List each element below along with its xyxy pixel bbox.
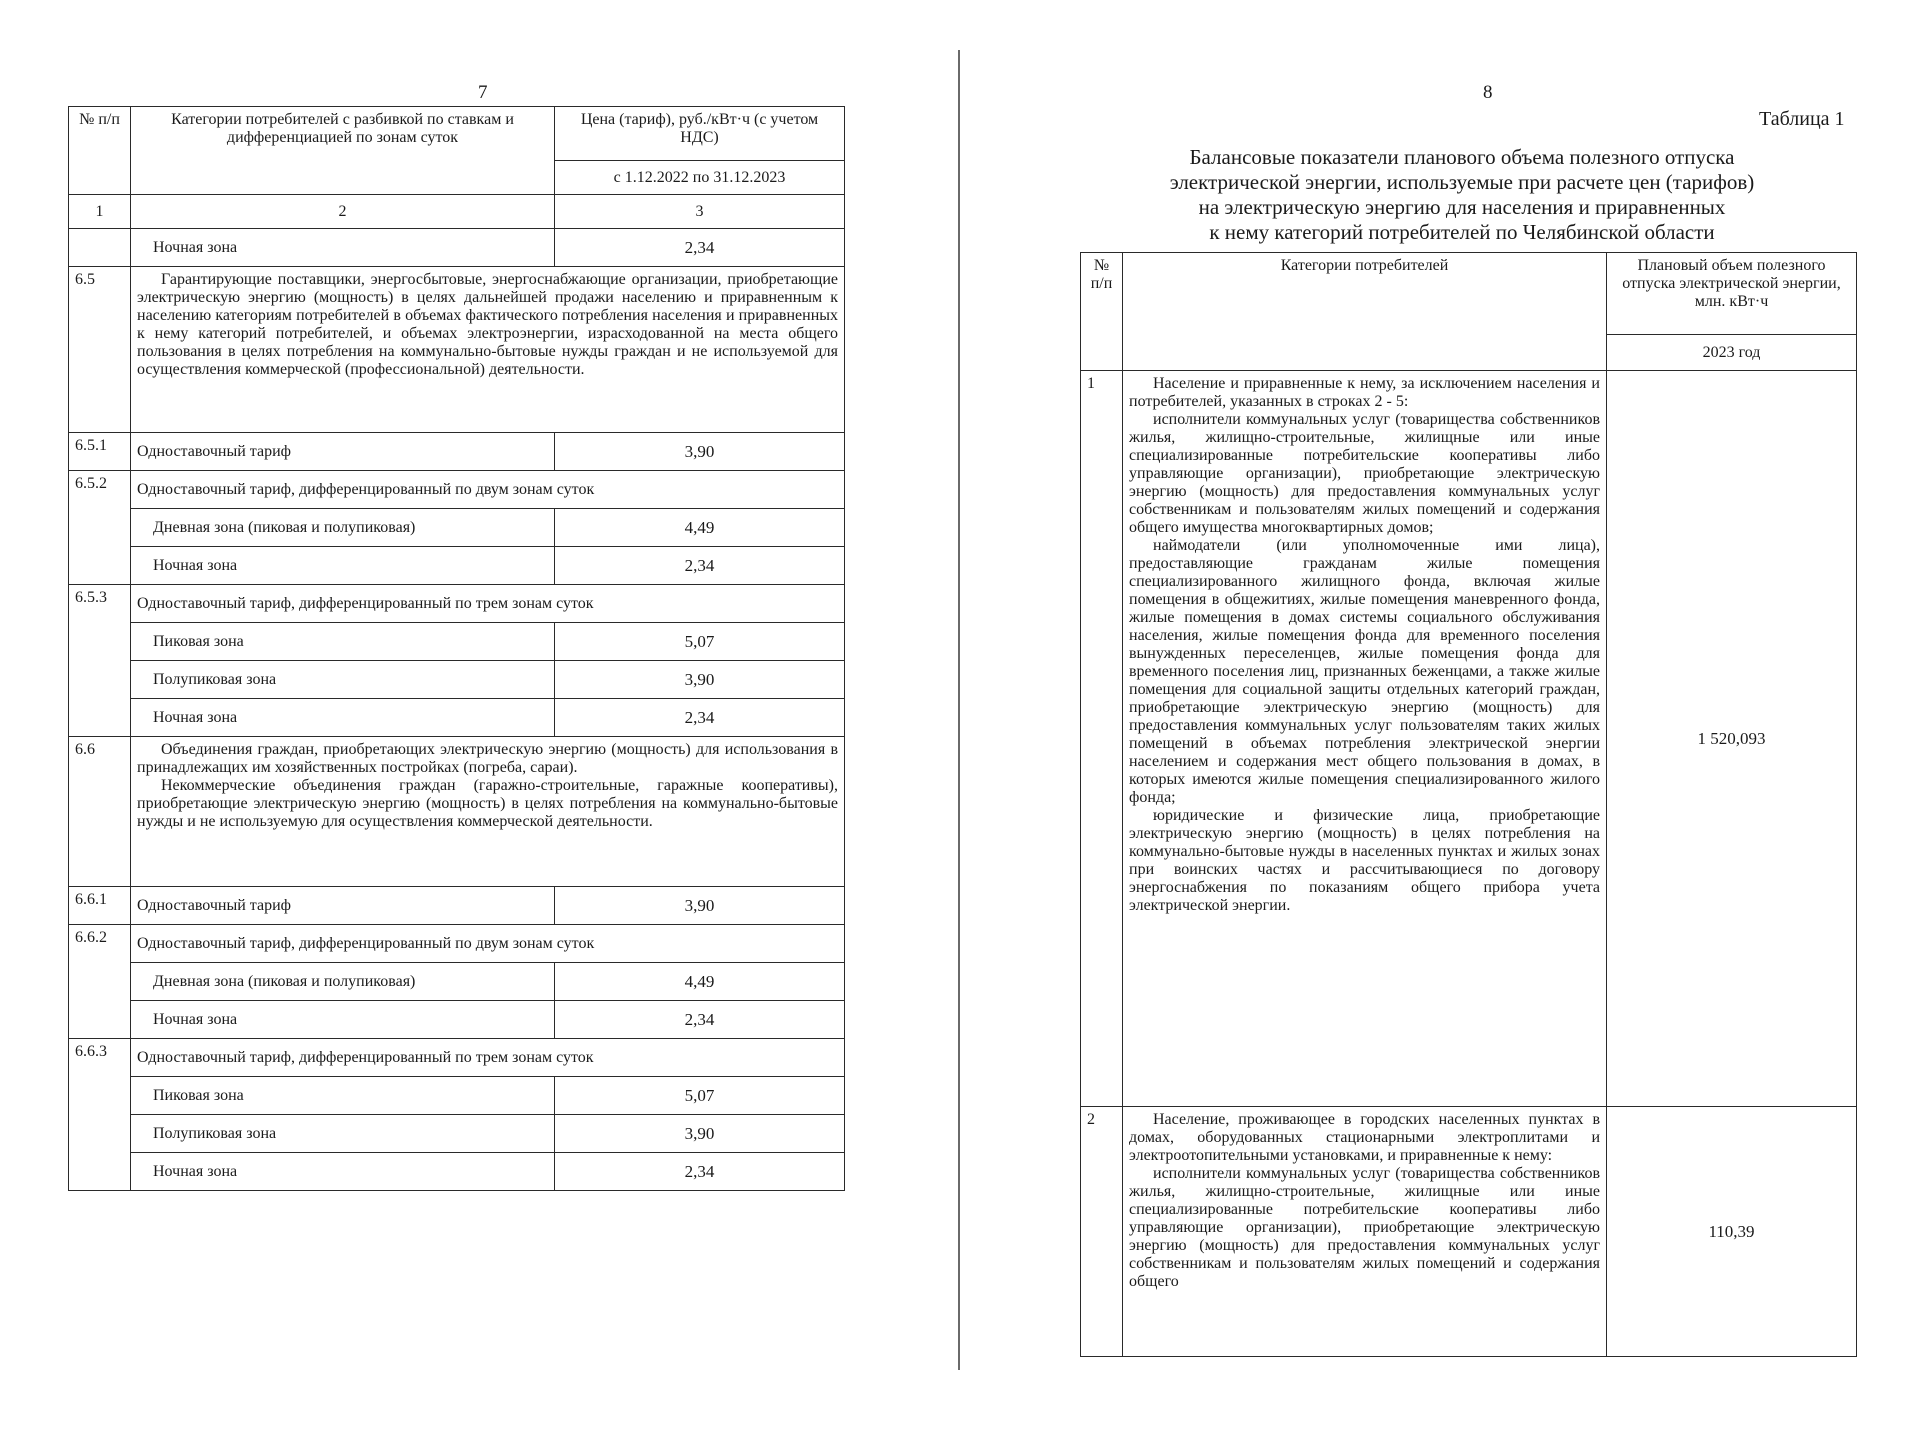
row-label: Одноставочный тариф, дифференцированный по трем зонам суток bbox=[131, 1039, 845, 1077]
zone-value: 4,49 bbox=[555, 509, 845, 547]
description-paragraph: исполнители коммунальных услуг (товарищества собственников жилья, жилищно-строительные, жилищные или иные специализированные потребительские кооперативы либо управляющие организации), приобретающие электрическую энергию (мощность) для предоставления коммунальных услуг собственникам и пользователям жилых помещений и содержания общего имущества многоквартирных домов; bbox=[1129, 411, 1600, 536]
header-price: Цена (тариф), руб./кВт·ч (с учетом НДС) bbox=[555, 107, 845, 161]
zone-label: Пиковая зона bbox=[131, 1077, 555, 1115]
zone-label: Ночная зона bbox=[131, 1153, 555, 1191]
row-num: 2 bbox=[1081, 1107, 1123, 1357]
table-row bbox=[69, 623, 845, 661]
index-2: 2 bbox=[131, 195, 555, 229]
right-page bbox=[962, 0, 1920, 1430]
table-row bbox=[69, 547, 845, 585]
row-num: 6.6.2 bbox=[69, 925, 131, 1039]
table-row bbox=[69, 267, 845, 433]
title-line: к нему категорий потребителей по Челябинской области bbox=[1209, 220, 1715, 244]
row-num bbox=[69, 229, 131, 267]
table-row bbox=[69, 963, 845, 1001]
page-number: 8 bbox=[1483, 82, 1493, 103]
description-paragraph: исполнители коммунальных услуг (товарищества собственников жилья, жилищно-строительные, жилищные или иные специализированные потребительские кооперативы либо управляющие организации), приобретающие электрическую энергию (мощность) для предоставления коммунальных услуг собственникам и пользователям жилых помещений и содержания общего bbox=[1129, 1165, 1600, 1290]
header-volume: Плановый объем полезного отпуска электрической энергии, млн. кВт·ч bbox=[1607, 253, 1857, 335]
row-description bbox=[1123, 371, 1607, 1107]
description-paragraph: Население, проживающее в городских населенных пунктах в домах, оборудованных стационарными электроплитами и электроотопительными установками, и приравненные к нему: bbox=[1129, 1111, 1600, 1164]
table-row bbox=[69, 1115, 845, 1153]
zone-label: Полупиковая зона bbox=[131, 661, 555, 699]
table-row bbox=[69, 737, 845, 887]
description-paragraph: наймодатели (или уполномоченные ими лица), предоставляющие гражданам жилые помещения специализированного жилищного фонда, включая жилые помещения в общежитиях, жилые помещения маневренного фонда, жилые помещения в домах системы социального обслуживания населения, жилые помещения фонда для временного поселения вынужденных переселенцев, жилые помещения фонда для временного поселения лиц, признанных беженцами, а также жилые помещения для социальной защиты отдельных категорий граждан, приобретающие электрическую энергию (мощность) для предоставления коммунальных услуг пользователям таких жилых помещений в объемах потребления электрической энергии населением и содержания мест общего пользования в домах, в которых имеются жилые помещения специализированного жилого фонда; bbox=[1129, 537, 1600, 806]
row-label: Одноставочный тариф bbox=[131, 433, 555, 471]
row-label: Одноставочный тариф, дифференцированный по двум зонам суток bbox=[131, 925, 845, 963]
title-line: электрической энергии, используемые при расчете цен (тарифов) bbox=[1169, 170, 1755, 194]
header-year: 2023 год bbox=[1607, 335, 1857, 371]
left-page bbox=[0, 0, 958, 1430]
description-paragraph: Некоммерческие объединения граждан (гаражно-строительные, гаражные кооперативы), приобретающие электрическую энергию (мощность) в целях потребления на коммунально-бытовые нужды и не используемую для осуществления коммерческой деятельности. bbox=[137, 777, 838, 830]
header-category: Категории потребителей с разбивкой по ставкам и дифференциацией по зонам суток bbox=[131, 107, 555, 195]
header-num: № п/п bbox=[69, 107, 131, 195]
zone-value: 4,49 bbox=[555, 963, 845, 1001]
table-row bbox=[69, 887, 845, 925]
table-title bbox=[1062, 145, 1862, 245]
row-num: 6.6.1 bbox=[69, 887, 131, 925]
row-description bbox=[1123, 1107, 1607, 1357]
table-row bbox=[69, 661, 845, 699]
zone-label: Дневная зона (пиковая и полупиковая) bbox=[131, 963, 555, 1001]
zone-label: Ночная зона bbox=[131, 547, 555, 585]
row-label: Одноставочный тариф, дифференцированный по трем зонам суток bbox=[131, 585, 845, 623]
row-num: 6.5.3 bbox=[69, 585, 131, 737]
row-value: 110,39 bbox=[1607, 1107, 1857, 1357]
title-line: Балансовые показатели планового объема полезного отпуска bbox=[1189, 145, 1735, 169]
tariff-table bbox=[68, 106, 845, 1191]
zone-label: Ночная зона bbox=[131, 699, 555, 737]
page-divider bbox=[958, 50, 960, 1370]
table-row bbox=[69, 509, 845, 547]
row-value: 2,34 bbox=[555, 229, 845, 267]
table-row bbox=[1081, 1107, 1857, 1357]
table-row bbox=[69, 699, 845, 737]
zone-value: 5,07 bbox=[555, 623, 845, 661]
description-paragraph: Объединения граждан, приобретающих электрическую энергию (мощность) для использования в принадлежащих им хозяйственных постройках (погреба, сараи). bbox=[137, 741, 838, 776]
row-description: Гарантирующие поставщики, энергосбытовые, энергоснабжающие организации, приобретающие электрическую энергию (мощность) в целях дальнейшей продажи населению и приравненным к населению категориям потребителей в объемах фактического потребления населения и приравненных к нему категорий потребителей, и объемах электроэнергии, израсходованной на места общего пользования в целях потребления на коммунально-бытовые нужды граждан и не используемой для осуществления коммерческой (профессиональной) деятельности. bbox=[131, 267, 845, 433]
zone-value: 5,07 bbox=[555, 1077, 845, 1115]
index-1: 1 bbox=[69, 195, 131, 229]
index-3: 3 bbox=[555, 195, 845, 229]
table-row bbox=[69, 433, 845, 471]
row-value: 3,90 bbox=[555, 887, 845, 925]
row-label: Одноставочный тариф, дифференцированный по двум зонам суток bbox=[131, 471, 845, 509]
row-num: 6.5.1 bbox=[69, 433, 131, 471]
title-line: на электрическую энергию для населения и приравненных bbox=[1198, 195, 1726, 219]
table-row bbox=[69, 585, 845, 623]
zone-value: 2,34 bbox=[555, 1153, 845, 1191]
zone-value: 3,90 bbox=[555, 1115, 845, 1153]
zone-label: Ночная зона bbox=[131, 1001, 555, 1039]
description-paragraph: юридические и физические лица, приобретающие электрическую энергию (мощность) в целях потребления на коммунально-бытовые нужды в населенных пунктах и жилых зонах при воинских частях и рассчитывающиеся по договору энергоснабжения по показаниям общего прибора учета электрической энергии. bbox=[1129, 807, 1600, 914]
zone-value: 2,34 bbox=[555, 547, 845, 585]
header-num: № п/п bbox=[1081, 253, 1123, 371]
zone-label: Дневная зона (пиковая и полупиковая) bbox=[131, 509, 555, 547]
table-row bbox=[69, 1153, 845, 1191]
row-description bbox=[131, 737, 845, 887]
zone-label: Пиковая зона bbox=[131, 623, 555, 661]
balance-table bbox=[1080, 252, 1857, 1357]
table-row bbox=[69, 1001, 845, 1039]
row-label: Ночная зона bbox=[131, 229, 555, 267]
table-row bbox=[1081, 371, 1857, 1107]
table-label: Таблица 1 bbox=[1759, 108, 1845, 130]
row-value: 1 520,093 bbox=[1607, 371, 1857, 1107]
row-num: 6.5.2 bbox=[69, 471, 131, 585]
zone-value: 2,34 bbox=[555, 1001, 845, 1039]
table-row bbox=[69, 925, 845, 963]
header-category: Категории потребителей bbox=[1123, 253, 1607, 371]
table-row bbox=[69, 229, 845, 267]
zone-value: 2,34 bbox=[555, 699, 845, 737]
table-row bbox=[69, 471, 845, 509]
row-num: 1 bbox=[1081, 371, 1123, 1107]
row-value: 3,90 bbox=[555, 433, 845, 471]
description-paragraph: Население и приравненные к нему, за исключением населения и потребителей, указанных в строках 2 - 5: bbox=[1129, 375, 1600, 410]
header-period: с 1.12.2022 по 31.12.2023 bbox=[555, 161, 845, 195]
table-row bbox=[69, 1039, 845, 1077]
table-row bbox=[69, 1077, 845, 1115]
zone-value: 3,90 bbox=[555, 661, 845, 699]
row-num: 6.6.3 bbox=[69, 1039, 131, 1191]
page-number: 7 bbox=[478, 82, 488, 103]
row-num: 6.6 bbox=[69, 737, 131, 887]
row-label: Одноставочный тариф bbox=[131, 887, 555, 925]
zone-label: Полупиковая зона bbox=[131, 1115, 555, 1153]
row-num: 6.5 bbox=[69, 267, 131, 433]
